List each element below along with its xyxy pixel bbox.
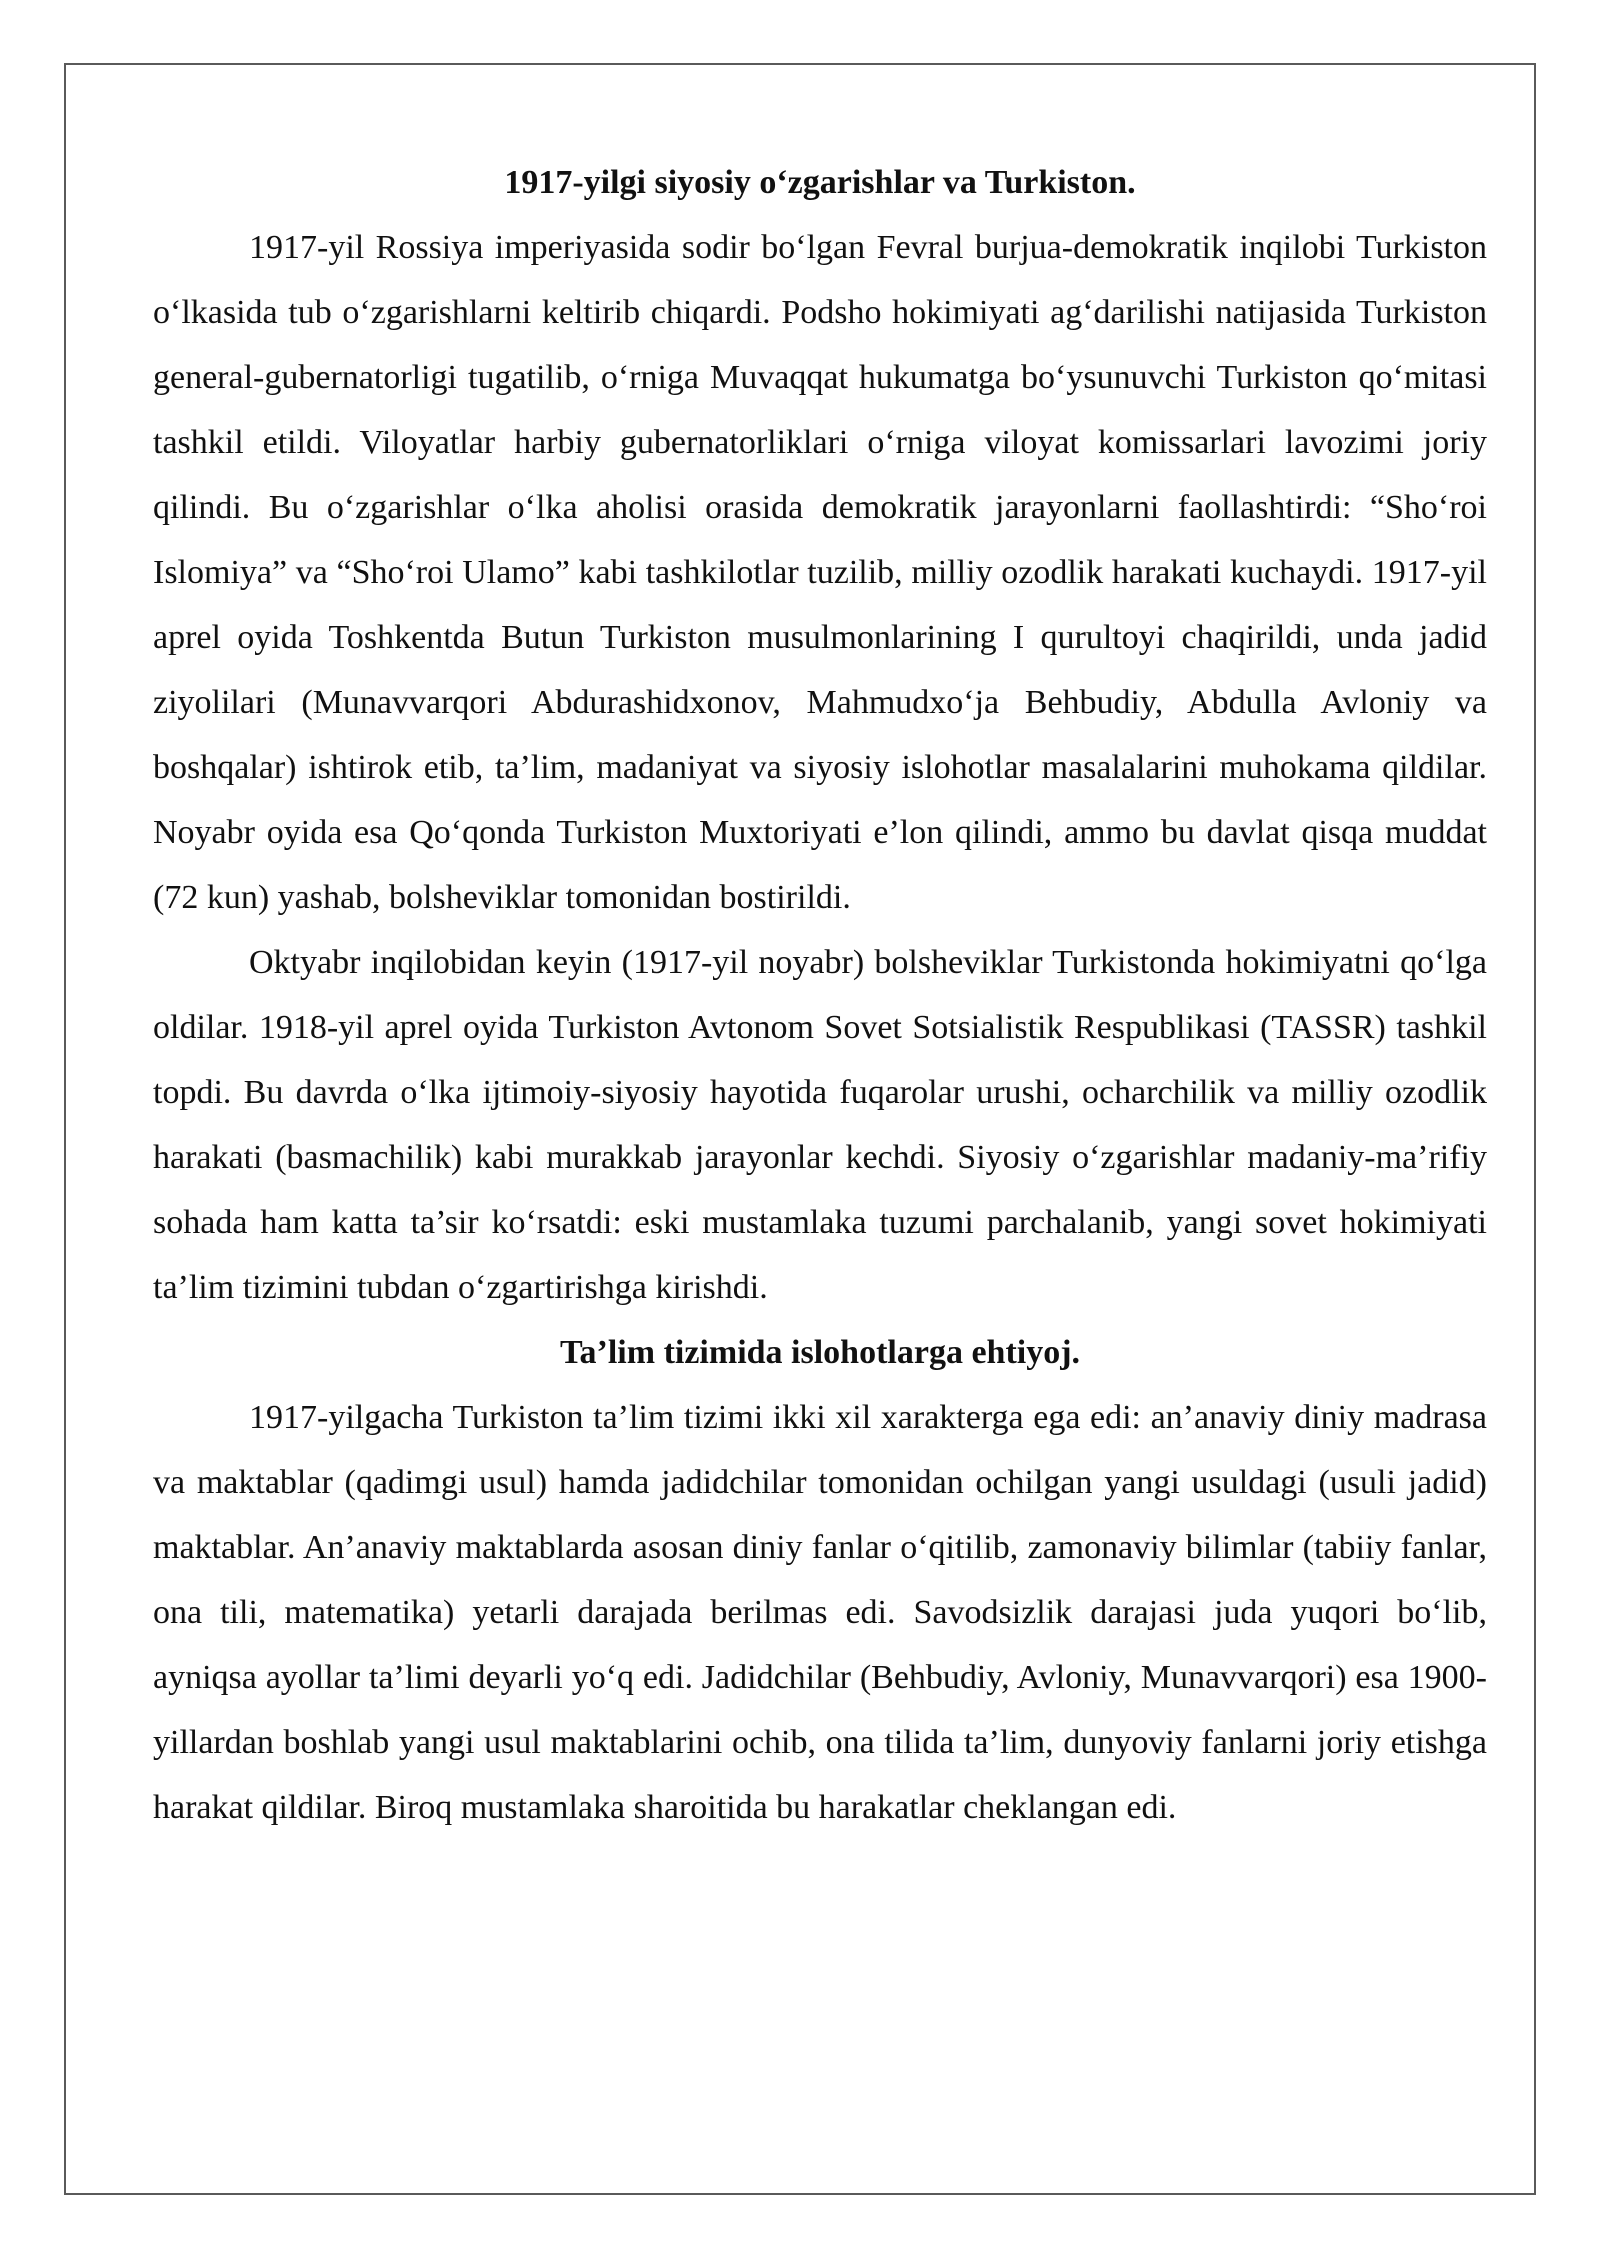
- paragraph-february-revolution: 1917-yil Rossiya imperiyasida sodir boʻlgan Fevral burjua-demokratik inqilobi Turkiston oʻlkasida tub oʻzgarishlarni keltirib chiqardi. Podsho hokimiyati agʻdarilishi natijasida Turkiston general-gubernatorligi tugatilib, oʻrniga Muvaqqat hukumatga boʻysunuvchi Turkiston qoʻmitasi tashkil etildi. Viloyatlar harbiy gubernatorliklari oʻrniga viloyat komissarlari lavozimi joriy qilindi. Bu oʻzgarishlar oʻlka aholisi orasida demokratik jarayonlarni faollashtirdi: “Shoʻroi Islomiya” va “Shoʻroi Ulamo” kabi tashkilotlar tuzilib, milliy ozodlik harakati kuchaydi. 1917-yil aprel oyida Toshkentda Butun Turkiston musulmonlarining I qurultoyi chaqirildi, unda jadid ziyolilari (Munavvarqori Abdurashidxonov, Mahmudxoʻja Behbudiy, Abdulla Avloniy va boshqalar) ishtirok etib, ta’lim, madaniyat va siyosiy islohotlar masalalarini muhokama qildilar. Noyabr oyida esa Qoʻqonda Turkiston Muxtoriyati e’lon qilindi, ammo bu davlat qisqa muddat (72 kun) yashab, bolsheviklar tomonidan bostirildi.: [153, 229, 1487, 916]
- paragraph-education-system: 1917-yilgacha Turkiston ta’lim tizimi ikki xil xarakterga ega edi: an’anaviy diniy madrasa va maktablar (qadimgi usul) hamda jadidchilar tomonidan ochilgan yangi usuldagi (usuli jadid) maktablar. An’anaviy maktablarda asosan diniy fanlar oʻqitilib, zamonaviy bilimlar (tabiiy fanlar, ona tili, matematika) yetarli darajada berilmas edi. Savodsizlik darajasi juda yuqori boʻlib, ayniqsa ayollar ta’limi deyarli yoʻq edi. Jadidchilar (Behbudiy, Avloniy, Munavvarqori) esa 1900-yillardan boshlab yangi usul maktablarini ochib, ona tilida ta’lim, dunyoviy fanlarni joriy etishga harakat qildilar. Biroq mustamlaka sharoitida bu harakatlar cheklangan edi.: [153, 1399, 1487, 1826]
- section-heading-political-changes: 1917-yilgi siyosiy oʻzgarishlar va Turkiston.: [504, 164, 1136, 201]
- document-body: [153, 150, 1487, 1840]
- section-heading-education-reform: Ta’lim tizimida islohotlarga ehtiyoj.: [559, 1334, 1081, 1371]
- paragraph-october-revolution: Oktyabr inqilobidan keyin (1917-yil noyabr) bolsheviklar Turkistonda hokimiyatni qoʻlga oldilar. 1918-yil aprel oyida Turkiston Avtonom Sovet Sotsialistik Respublikasi (TASSR) tashkil topdi. Bu davrda oʻlka ijtimoiy-siyosiy hayotida fuqarolar urushi, ocharchilik va milliy ozodlik harakati (basmachilik) kabi murakkab jarayonlar kechdi. Siyosiy oʻzgarishlar madaniy-ma’rifiy sohada ham katta ta’sir koʻrsatdi: eski mustamlaka tuzumi parchalanib, yangi sovet hokimiyati ta’lim tizimini tubdan oʻzgartirishga kirishdi.: [153, 944, 1487, 1306]
